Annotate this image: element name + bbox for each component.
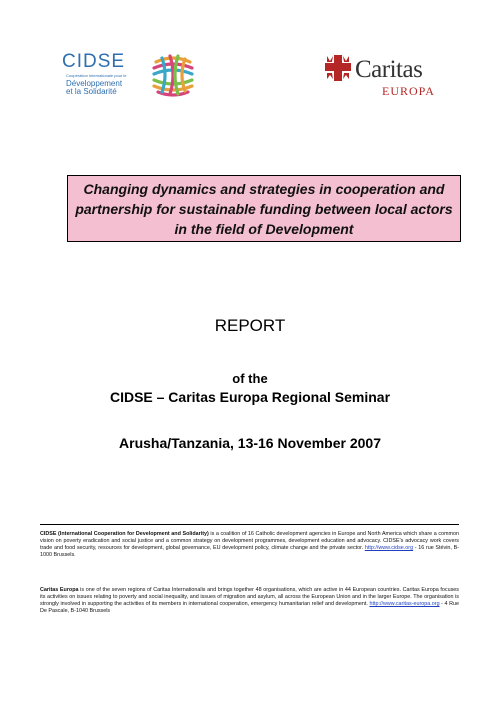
caritas-website-link[interactable]: http://www.caritas-europa.org (369, 600, 440, 607)
cidse-logo-tagline-small: Coopération Internationale pour le (66, 73, 127, 78)
cidse-footnote-address: - 16 rue Stévin, B-1000 Brussels. (40, 544, 459, 558)
title-box (67, 175, 461, 242)
caritas-flame-cross-icon (322, 52, 354, 84)
woven-emblem-logo (150, 52, 196, 98)
cidse-footnote (40, 531, 459, 559)
caritas-footnote-lead: Caritas Europa (40, 587, 79, 593)
cidse-logo (62, 52, 134, 104)
report-of-the-line: of the (232, 371, 268, 386)
cidse-website-link[interactable]: http://www.cidse.org (364, 544, 414, 551)
document-title: Changing dynamics and strategies in cooperation and partnership for sustainable funding between local actors in the field of Development (75, 180, 453, 237)
cidse-footnote-body: is a coalition of 16 Catholic development agencies in Europe and North America which share a common vision on poverty eradication and social justice and a common strategy on development programmes, development education and advocacy. CIDSE's advocacy work covers trade and food security, resources for development, global governance, EU development policy, climate change and the private sector. (40, 531, 459, 551)
report-heading: REPORT (214, 316, 286, 335)
cidse-logo-tagline-line2: et la Solidarité (66, 87, 117, 96)
caritas-footnote-body: is one of the seven regions of Caritas Internationalis and brings together 48 organisations, which are active in 44 European countries. Caritas Europa focuses its activities on issues relating to poverty and social inequality, and issues of migration and asylum, all across the European Union and in the larger Europe. The organisation is strongly involved in supporting the activities of its members in international cooperation, emergency humanitarian relief and development. (40, 587, 459, 607)
caritas-logo-wordmark: Caritas (355, 56, 423, 83)
cidse-footnote-lead: CIDSE (International Cooperation for Development and Solidarity) (40, 531, 209, 537)
cidse-logo-wordmark: CIDSE (62, 51, 126, 72)
caritas-logo-subtitle: EUROPA (382, 84, 435, 98)
caritas-footnote-address: - 4 Rue De Pascale, B-1040 Brussels (40, 600, 459, 614)
seminar-name: CIDSE – Caritas Europa Regional Seminar (109, 389, 391, 405)
cidse-logo-tagline-line1: Développement (66, 79, 123, 88)
caritas-footnote (40, 587, 459, 615)
caritas-europa-logo (322, 52, 435, 102)
place-and-date: Arusha/Tanzania, 13-16 November 2007 (119, 435, 381, 451)
footnote-divider (40, 524, 459, 525)
